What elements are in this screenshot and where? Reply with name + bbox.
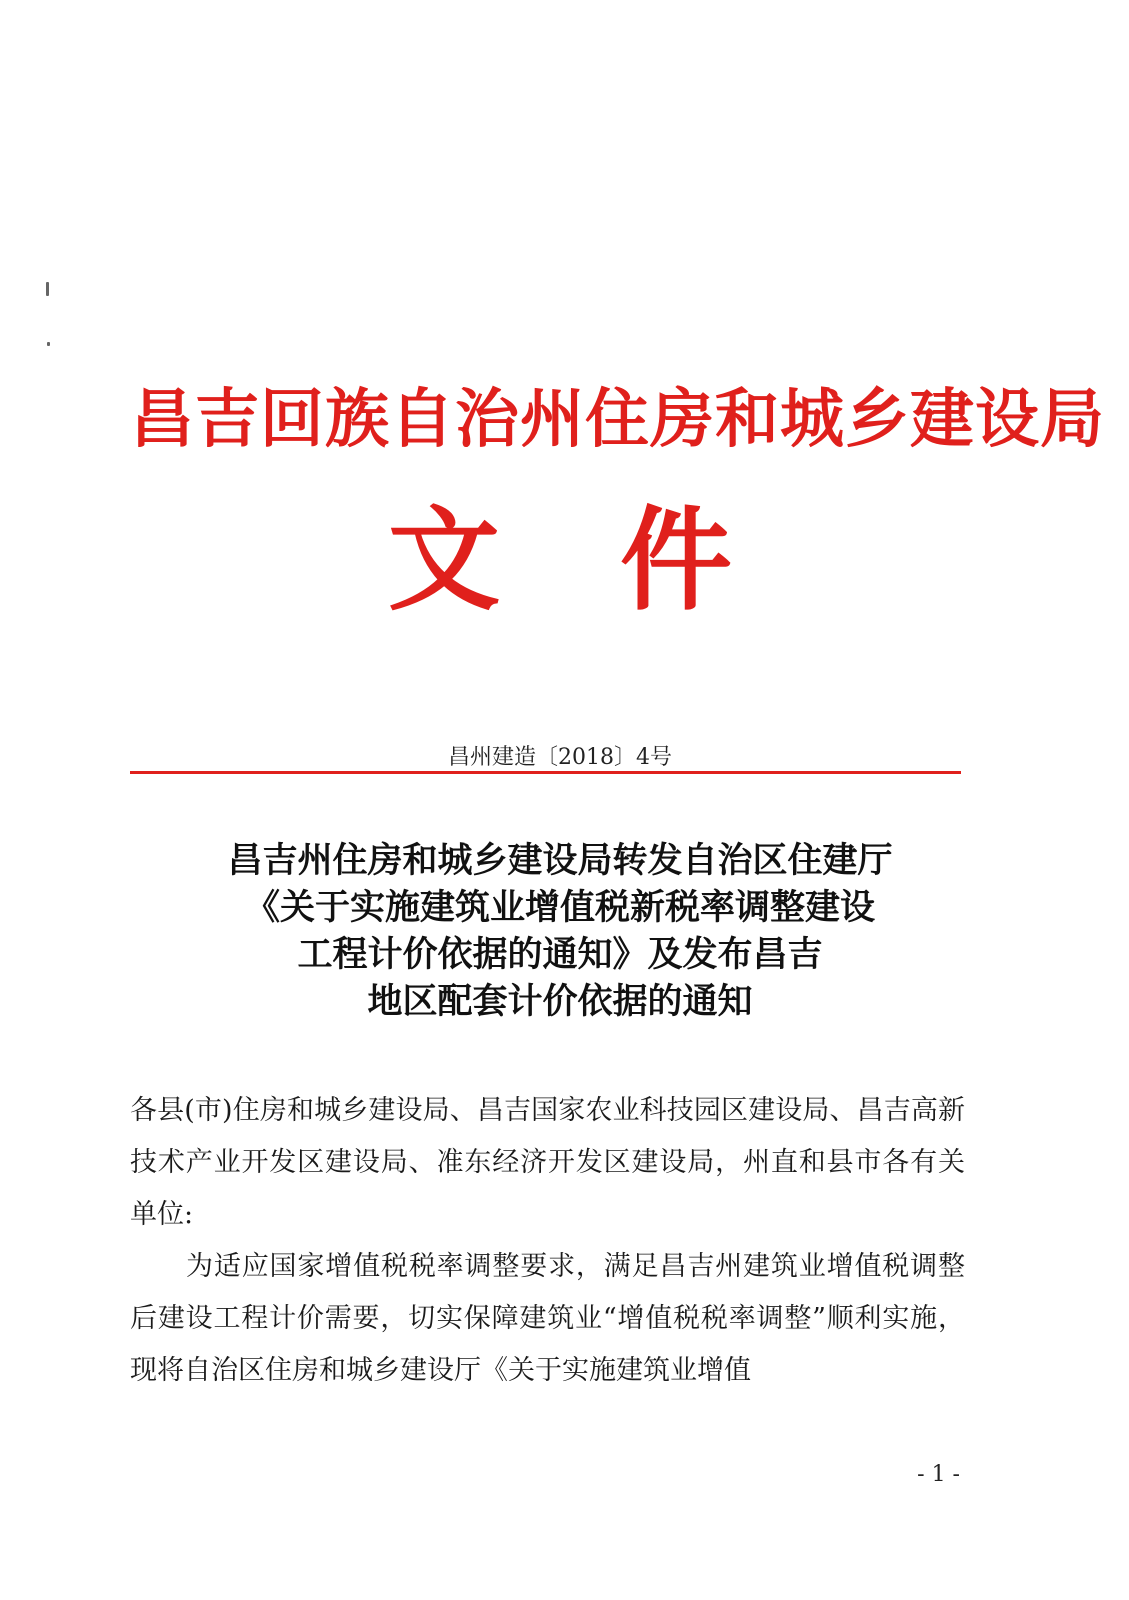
scan-speck (46, 282, 49, 296)
page-number: - 1 - (917, 1462, 960, 1487)
notice-title (110, 838, 1010, 1026)
title-line: 昌吉州住房和城乡建设局转发自治区住建厅 (227, 841, 893, 881)
body-paragraph: 为适应国家增值税税率调整要求，满足昌吉州建筑业增值税调整后建设工程计价需要，切实保障建筑业“增值税税率调整”顺利实施，现将自治区住房和城乡建设厅《关于实施建筑业增值 (130, 1251, 965, 1386)
red-divider-line (130, 771, 961, 774)
title-line: 工程计价依据的通知》及发布昌吉 (297, 935, 823, 975)
scan-speck (47, 342, 50, 346)
title-line: 《关于实施建筑业增值税新税率调整建设 (244, 888, 875, 928)
addressee-paragraph: 各县(市)住房和城乡建设局、昌吉国家农业科技园区建设局、昌吉高新技术产业开发区建设局、准东经济开发区建设局，州直和县市各有关单位: (130, 1095, 965, 1230)
issuer-heading: 昌吉回族自治州住房和城乡建设局 (130, 383, 1105, 457)
document-type-heading: 文件 (388, 495, 852, 626)
title-line: 地区配套计价依据的通知 (367, 982, 753, 1022)
notice-body (130, 1085, 965, 1397)
document-number: 昌州建造〔2018〕4号 (448, 745, 672, 770)
